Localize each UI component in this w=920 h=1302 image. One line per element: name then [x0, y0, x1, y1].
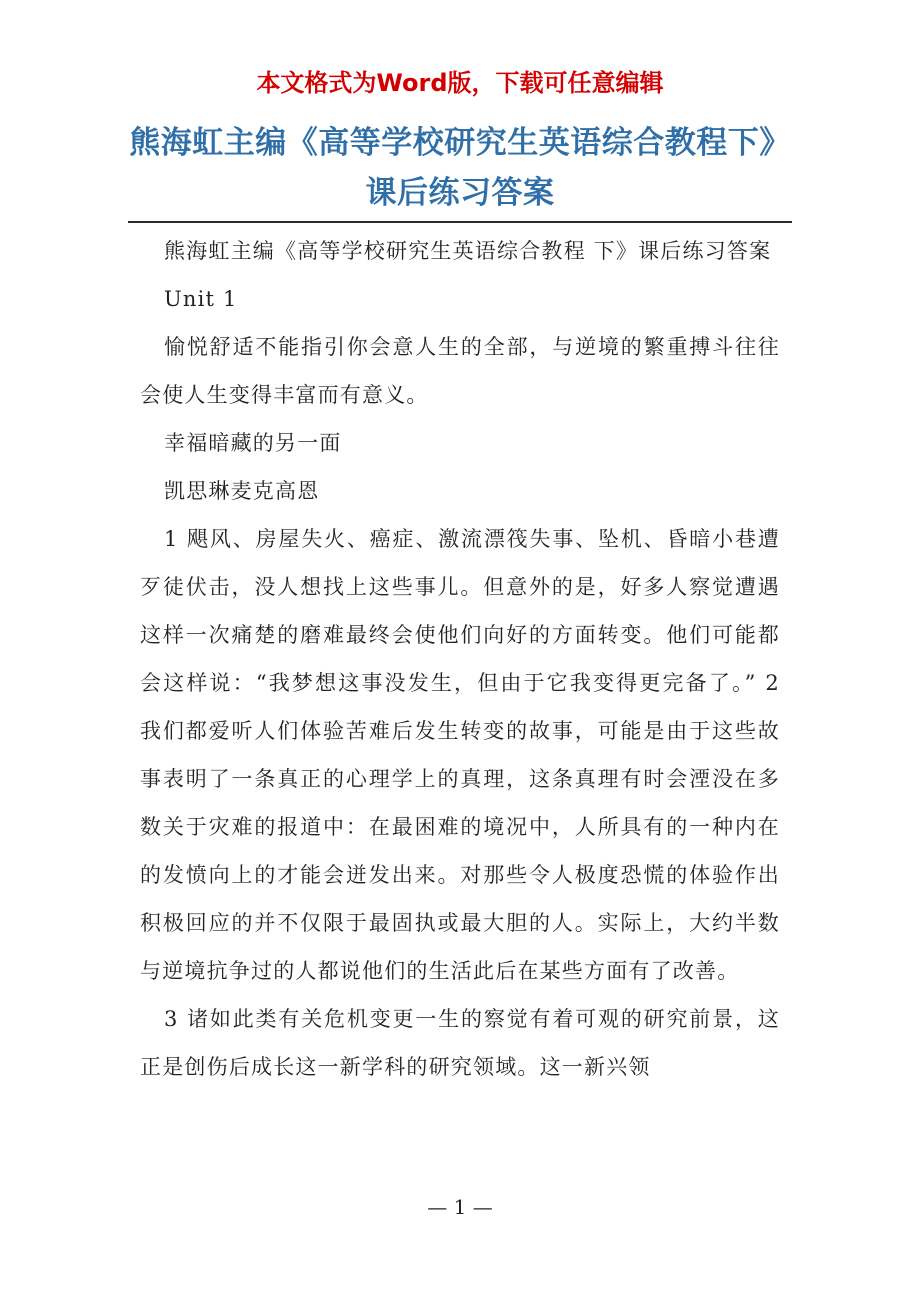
- document-body: [140, 227, 780, 1091]
- body-paragraph-intro: 熊海虹主编《高等学校研究生英语综合教程 下》课后练习答案: [164, 239, 772, 263]
- unit-heading: Unit 1: [164, 287, 238, 311]
- body-paragraph-epigraph: 愉悦舒适不能指引你会意人生的全部，与逆境的繁重搏斗往往会使人生变得丰富而有意义。: [140, 335, 780, 407]
- article-title: 幸福暗藏的另一面: [164, 431, 342, 455]
- body-paragraph-1-2: 1 飓风、房屋失火、癌症、激流漂筏失事、坠机、昏暗小巷遭歹徒伏击，没人想找上这些事儿。但意外的是，好多人察觉遭遇这样一次痛楚的磨难最终会使他们向好的方面转变。他们可能都会这样说：“我梦想这事没发生，但由于它我变得更完备了。” 2 我们都爱听人们体验苦难后发生转变的故事，可能是由于这些故事表明了一条真正的心理学上的真理，这条真理有时会湮没在多数关于灾难的报道中：在最困难的境况中，人所具有的一种内在的发愤向上的才能会迸发出来。对那些令人极度恐慌的体验作出积极回应的并不仅限于最固执或最大胆的人。实际上，大约半数与逆境抗争过的人都说他们的生活此后在某些方面有了改善。: [140, 527, 780, 983]
- document-title: 熊海虹主编《高等学校研究生英语综合教程下》课后练习答案: [129, 125, 791, 211]
- page-number: — 1 —: [427, 1195, 493, 1219]
- body-paragraph-3: 3 诸如此类有关危机变更一生的察觉有着可观的研究前景，这正是创伤后成长这一新学科的研究领域。这一新兴领: [140, 1007, 780, 1079]
- download-notice: 本文格式为Word版，下载可任意编辑: [256, 69, 664, 97]
- title-divider: [128, 221, 792, 223]
- article-author: 凯思琳麦克高恩: [164, 479, 320, 503]
